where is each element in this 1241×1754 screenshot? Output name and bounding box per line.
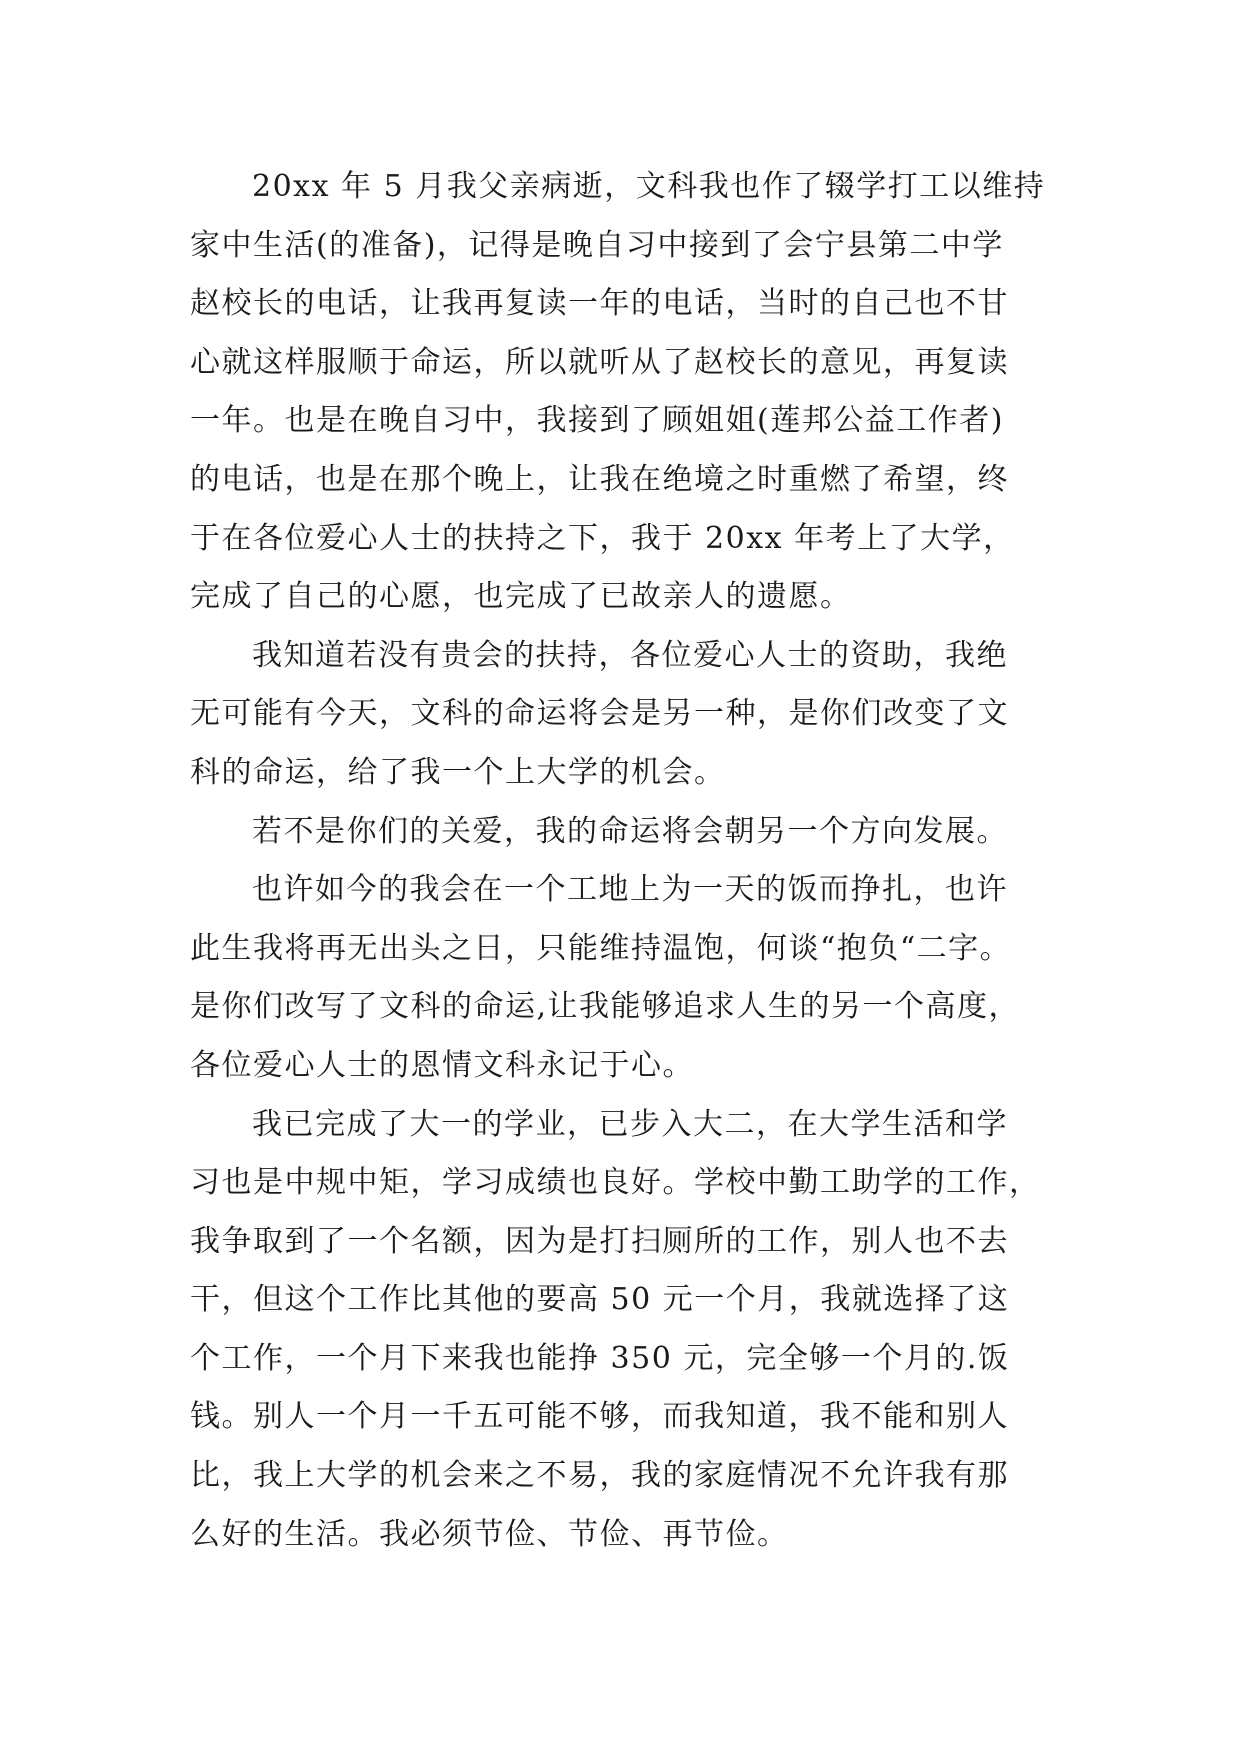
paragraph-line: 也许如今的我会在一个工地上为一天的饭而挣扎，也许 xyxy=(252,872,1008,908)
paragraph-line: 完成了自己的心愿，也完成了已故亲人的遗愿。 xyxy=(190,579,852,615)
paragraph-line: 个工作，一个月下来我也能挣 350 元，完全够一个月的.饭 xyxy=(190,1340,1010,1376)
paragraph-line: 么好的生活。我必须节俭、节俭、再节俭。 xyxy=(190,1516,789,1552)
paragraph-line: 一年。也是在晚自习中，我接到了顾姐姐(莲邦公益工作者) xyxy=(190,403,1004,439)
paragraph-5 xyxy=(190,1096,1070,1565)
paragraph-line: 的电话，也是在那个晚上，让我在绝境之时重燃了希望，终 xyxy=(190,461,1009,497)
paragraph-line: 心就这样服顺于命运，所以就听从了赵校长的意见，再复读 xyxy=(190,344,1009,380)
paragraph-line: 我已完成了大一的学业，已步入大二，在大学生活和学 xyxy=(252,1106,1008,1142)
paragraph-4 xyxy=(190,861,1070,1095)
paragraph-line: 无可能有今天，文科的命运将会是另一种，是你们改变了文 xyxy=(190,696,1009,732)
paragraph-line: 于在各位爱心人士的扶持之下，我于 20xx 年考上了大学， xyxy=(190,520,1015,556)
document-body xyxy=(190,158,1070,1564)
paragraph-2 xyxy=(190,627,1070,803)
paragraph-line: 比，我上大学的机会来之不易，我的家庭情况不允许我有那 xyxy=(190,1458,1009,1494)
paragraph-line: 钱。别人一个月一千五可能不够，而我知道，我不能和别人 xyxy=(190,1399,1009,1435)
paragraph-3 xyxy=(190,803,1070,862)
paragraph-line: 我争取到了一个名额，因为是打扫厕所的工作，别人也不去 xyxy=(190,1223,1009,1259)
paragraph-line: 20xx 年 5 月我父亲病逝，文科我也作了辍学打工以维持 xyxy=(252,169,1046,204)
paragraph-line: 习也是中规中矩，学习成绩也良好。学校中勤工助学的工作， xyxy=(190,1165,1041,1201)
paragraph-line: 科的命运，给了我一个上大学的机会。 xyxy=(190,754,726,790)
paragraph-line: 我知道若没有贵会的扶持，各位爱心人士的资助，我绝 xyxy=(252,637,1008,673)
paragraph-line: 是你们改写了文科的命运,让我能够追求人生的另一个高度， xyxy=(190,989,1021,1025)
paragraph-line: 家中生活(的准备)，记得是晚自习中接到了会宁县第二中学 xyxy=(190,227,1004,263)
paragraph-line: 此生我将再无出头之日，只能维持温饱，何谈“抱负“二字。 xyxy=(190,930,1012,966)
paragraph-line: 干，但这个工作比其他的要高 50 元一个月，我就选择了这 xyxy=(190,1282,1010,1318)
paragraph-line: 赵校长的电话，让我再复读一年的电话，当时的自己也不甘 xyxy=(190,286,1009,322)
paragraph-1 xyxy=(190,158,1070,627)
paragraph-line: 各位爱心人士的恩情文科永记于心。 xyxy=(190,1047,694,1083)
paragraph-line: 若不是你们的关爱，我的命运将会朝另一个方向发展。 xyxy=(252,813,1008,849)
